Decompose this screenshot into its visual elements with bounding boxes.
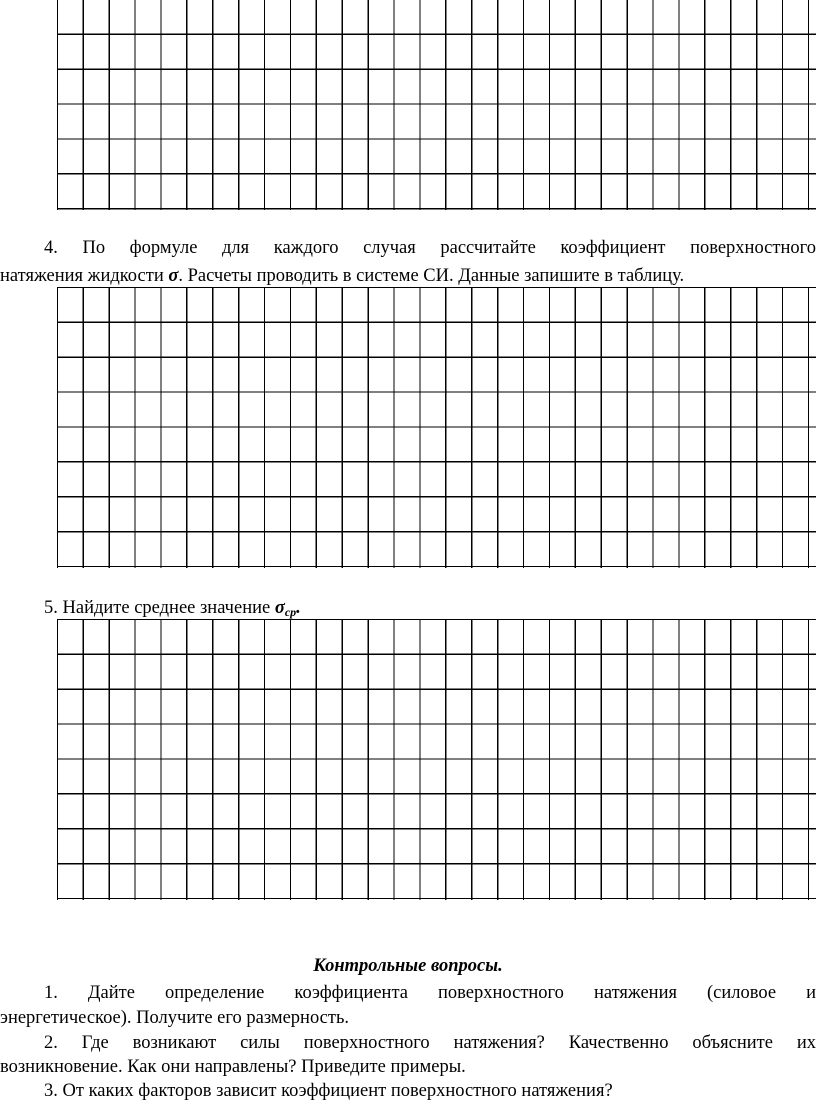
- question-1-line1: 1. Дайте определение коэффициента поверхностного натяжения (силовое и: [44, 983, 816, 1003]
- task5-text: 5. Найдите среднее значение: [44, 598, 271, 618]
- question-3: 3. От каких факторов зависит коэффициент поверхностного натяжения?: [44, 1081, 613, 1101]
- question-1-line2: энергетическое). Получите его размерность.: [0, 1008, 350, 1028]
- task4-line2: [0, 264, 816, 288]
- sigma-mean-subscript: ср: [284, 605, 297, 619]
- grid-table-task5: [57, 619, 816, 900]
- task4-line2-end: . Расчеты проводить в системе СИ. Данные запишите в таблицу.: [178, 266, 685, 286]
- task5-period: .: [296, 598, 301, 618]
- question-2-line1: 2. Где возникают силы поверхностного натяжения? Качественно объясните их: [44, 1033, 816, 1053]
- question-2-line2: возникновение. Как они направлены? Приведите примеры.: [0, 1057, 466, 1077]
- sigma-mean-symbol: [275, 598, 301, 618]
- grid-table-top: [57, 0, 816, 210]
- control-questions-title: Контрольные вопросы.: [313, 956, 503, 976]
- task4-line1: 4. По формуле для каждого случая рассчитайте коэффициент поверхностного: [44, 238, 816, 258]
- grid-table-task4: [57, 287, 816, 568]
- sigma-symbol: σ: [168, 266, 179, 286]
- sigma-mean-base: σ: [274, 598, 285, 618]
- task4-line2-start: натяжения жидкости: [0, 266, 164, 286]
